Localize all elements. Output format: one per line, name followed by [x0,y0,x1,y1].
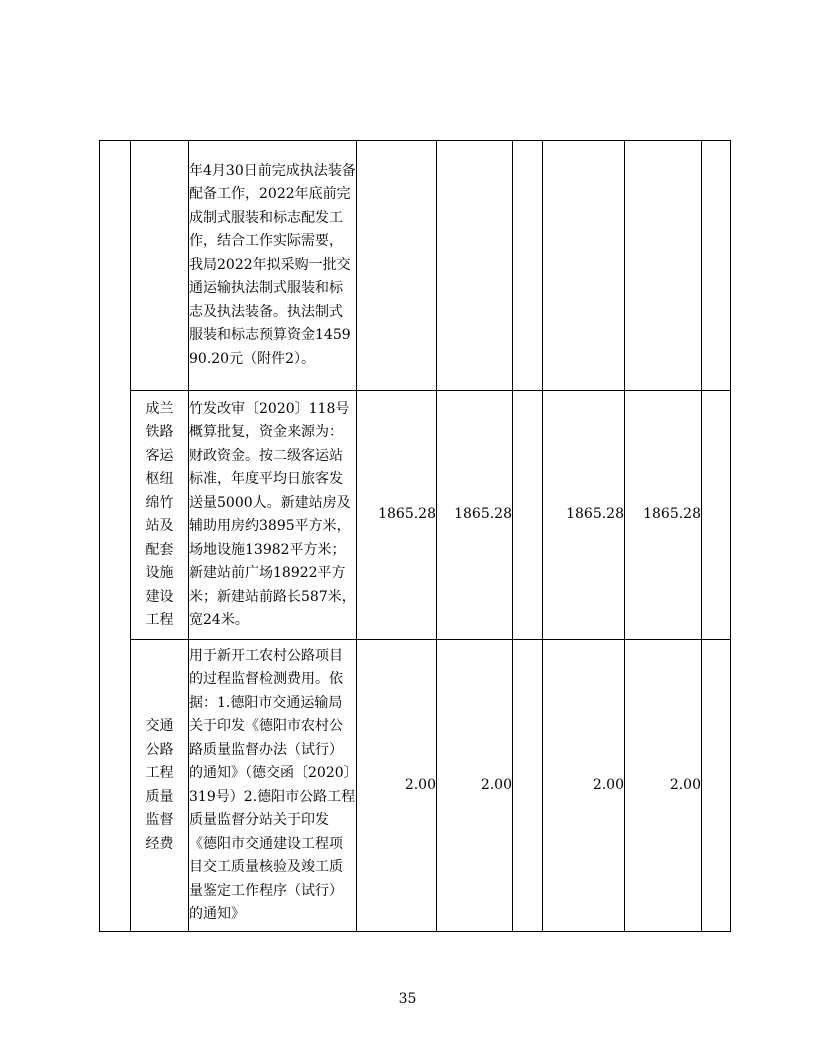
project-description-cell: 用于新开工农村公路项目的过程监督检测费用。依据：1.德阳市交通运输局关于印发《德阳市农村公路质量监督办法（试行）的通知》（德交函〔2020〕319号）2.德阳市公路工程质量监督分站关于印发《德阳市交通建设工程项目交工质量核验及竣工质量鉴定工作程序（试行）的通知》 [189,640,357,932]
amount-cell [513,141,543,391]
amount-cell: 1865.28 [437,391,513,640]
project-description-cell: 年4月30日前完成执法装备配备工作，2022年底前完成制式服装和标志配发工作，结合工作实际需要，我局2022年拟采购一批交通运输执法制式服装和标志及执法装备。执法制式服装和标志预算资金145990.20元（附件2）。 [189,141,357,391]
amount-cell: 2.00 [357,640,437,932]
amount-cell: 2.00 [543,640,625,932]
amount-cell: 1865.28 [543,391,625,640]
table-row [100,141,731,391]
amount-cell [702,640,731,932]
amount-cell [625,141,702,391]
amount-cell [543,141,625,391]
budget-table [99,140,731,932]
amount-cell [702,391,731,640]
amount-cell: 2.00 [437,640,513,932]
category-cell [100,141,131,932]
amount-cell [437,141,513,391]
amount-cell: 1865.28 [625,391,702,640]
table-row [100,640,731,932]
amount-cell [702,141,731,391]
table-row [100,391,731,640]
page-number: 35 [398,991,417,1007]
amount-cell: 2.00 [625,640,702,932]
amount-cell [357,141,437,391]
amount-cell [513,640,543,932]
project-name-cell [131,141,189,391]
project-name-cell: 成兰铁路客运枢纽绵竹站及配套设施建设工程 [131,391,189,640]
project-description-cell: 竹发改审〔2020〕118号概算批复，资金来源为：财政资金。按二级客运站标准，年度平均日旅客发送量5000人。新建站房及辅助用房约3895平方米，场地设施13982平方米；新建站前广场18922平方米；新建站前路长587米，宽24米。 [189,391,357,640]
amount-cell [513,391,543,640]
project-name-cell: 交通公路工程质量监督经费 [131,640,189,932]
amount-cell: 1865.28 [357,391,437,640]
